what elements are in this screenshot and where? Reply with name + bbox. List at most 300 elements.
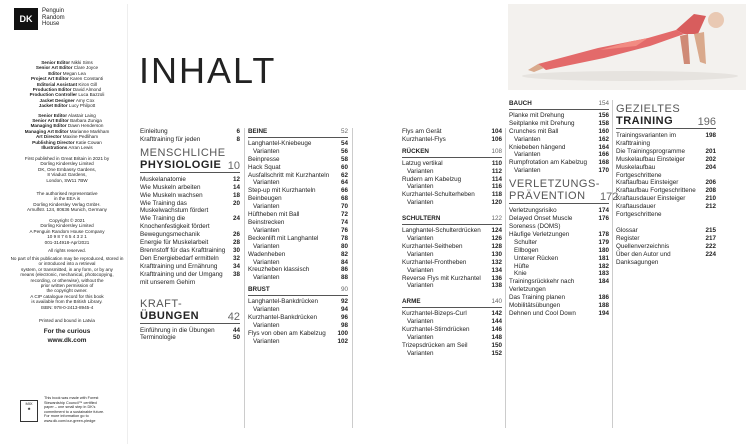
toc-entry-title: Kraftausdauer Einsteiger xyxy=(616,195,686,203)
toc-entry[interactable] xyxy=(509,136,609,144)
toc-entry-title: Trizepsdrücken am Seil xyxy=(402,341,468,349)
imprint-line: A CIP catalogue record for this book xyxy=(30,294,104,299)
toc-entry-page: 148 xyxy=(491,333,502,341)
category-title: BRUST xyxy=(248,286,270,294)
toc-entry-page: 132 xyxy=(491,258,502,266)
credit-role: Illustrations xyxy=(41,145,68,151)
toc-entry-page: 76 xyxy=(340,226,348,234)
toc-entry[interactable] xyxy=(140,192,240,200)
toc-entry[interactable] xyxy=(509,128,609,136)
toc-entry-page: 160 xyxy=(598,127,609,135)
credit-role: Senior Editor xyxy=(38,112,67,118)
imprint-line: Stewardship Council™ certified xyxy=(44,400,97,405)
printed-in: Printed and bound in Latvia xyxy=(39,318,95,323)
toc-entry[interactable] xyxy=(402,318,502,326)
toc-entry[interactable] xyxy=(509,294,609,302)
toc-entry[interactable] xyxy=(616,164,716,180)
toc-entry-page: 54 xyxy=(340,139,348,147)
toc-entry-page: 104 xyxy=(491,128,502,135)
toc-entry-title: Kurzhantel-Stirndrücken xyxy=(402,326,470,334)
toc-entry-page: 116 xyxy=(491,183,502,191)
toc-entry-page: 144 xyxy=(491,318,502,326)
toc-entry-page: 20 xyxy=(232,199,240,207)
toc-entry[interactable] xyxy=(509,239,609,247)
toc-entry-title: Varianten xyxy=(253,242,280,250)
toc-entry-title: Unterer Rücken xyxy=(514,254,559,262)
toc-entry-title: Dehnen und Cool Down xyxy=(509,309,576,317)
toc-entry-title: Varianten xyxy=(514,135,541,143)
toc-entry-page: 224 xyxy=(705,250,716,258)
toc-entry-page: 201 xyxy=(705,147,716,155)
toc-entry-page: 106 xyxy=(491,135,502,143)
toc-entry-title: Verletzungsrisiko xyxy=(509,207,557,215)
toc-entry[interactable] xyxy=(140,327,240,335)
toc-entry-title: Register xyxy=(616,234,640,242)
toc-entry[interactable] xyxy=(248,274,348,282)
toc-entry[interactable] xyxy=(140,200,240,216)
toc-entry-page: 124 xyxy=(491,227,502,235)
credit-name: Kiron Gill xyxy=(78,81,98,87)
toc-entry-title: Einführung in die Übungen xyxy=(140,326,215,334)
toc-entry-title: Beinpresse xyxy=(248,155,280,163)
toc-entry[interactable] xyxy=(509,144,609,152)
imprint-line: London, SW11 7BW xyxy=(46,177,88,183)
toc-entry-page: 212 xyxy=(705,203,716,211)
category-page-number: 52 xyxy=(340,128,348,135)
category-title: SCHULTERN xyxy=(402,215,441,223)
toc-entry-title: Varianten xyxy=(407,282,434,290)
category-page-number: 108 xyxy=(491,147,502,155)
toc-entry-page: 64 xyxy=(340,179,348,187)
toc-entry[interactable] xyxy=(402,251,502,259)
toc-entry-page: 98 xyxy=(340,321,348,329)
toc-entry[interactable] xyxy=(509,302,609,310)
toc-entry[interactable] xyxy=(616,179,716,187)
imprint-line: commitment to a sustainable future. xyxy=(44,409,105,414)
toc-entry-title: Trainingsrückkehr nach Verletzungen xyxy=(509,278,575,294)
toc-entry-page: 38 xyxy=(232,270,240,278)
toc-entry[interactable] xyxy=(402,275,502,283)
section-heading-light: MENSCHLICHE xyxy=(140,146,226,159)
toc-entry-title: Varianten xyxy=(253,321,280,329)
credit-name: Karen Constanti xyxy=(70,76,104,82)
toc-entry-page: 100 xyxy=(337,329,348,337)
column-divider xyxy=(352,128,353,428)
toc-entry[interactable] xyxy=(248,306,348,314)
toc-entry-page: 120 xyxy=(491,199,502,207)
toc-entry[interactable] xyxy=(248,164,348,172)
toc-entry-page: 62 xyxy=(340,171,348,179)
section-heading-training xyxy=(616,103,716,129)
toc-entry-title: Das Training planen xyxy=(509,294,566,302)
toc-entry-title: Varianten xyxy=(253,306,280,314)
toc-entry[interactable] xyxy=(509,255,609,263)
toc-entry-title: Knie xyxy=(514,270,527,278)
section-page-number: 42 xyxy=(227,310,240,323)
toc-entry[interactable] xyxy=(140,247,240,255)
toc-entry[interactable] xyxy=(248,211,348,219)
section-heading-bold: PHYSIOLOGIE xyxy=(140,158,222,171)
toc-entry-title: Kurzhantel-Schulterheben xyxy=(402,191,475,199)
toc-entry-title: Wie Training die Knochenfestigkeit fördert xyxy=(140,215,210,231)
imprint-line: is available from the British Library. xyxy=(31,299,103,305)
section-heading-uebungen xyxy=(140,298,240,324)
toc-entry[interactable] xyxy=(140,231,240,239)
toc-entry-page: 179 xyxy=(598,238,609,246)
toc-entry-title: Beinbeugen xyxy=(248,195,282,203)
toc-entry[interactable] xyxy=(248,187,348,195)
toc-entry-title: Krafttraining und Ernährung xyxy=(140,262,218,270)
toc-entry[interactable] xyxy=(616,187,716,195)
toc-entry-title: Varianten xyxy=(407,167,434,175)
toc-entry-title: Varianten xyxy=(253,147,280,155)
toc-entry[interactable] xyxy=(402,243,502,251)
credit-role: Editor xyxy=(48,70,62,76)
toc-entry-title: Varianten xyxy=(514,151,541,159)
fsc-label: MIX xyxy=(25,401,33,406)
toc-entry-title: Kurzhantel-Frontheben xyxy=(402,258,467,266)
toc-entry-title: Varianten xyxy=(253,258,280,266)
toc-entry[interactable] xyxy=(616,156,716,164)
toc-entry-page: 66 xyxy=(340,187,348,195)
toc-entry-page: 130 xyxy=(491,250,502,258)
toc-entry-page: 222 xyxy=(705,242,716,250)
toc-entry[interactable] xyxy=(509,270,609,278)
category-heading xyxy=(402,148,502,158)
page-title: INHALT xyxy=(139,50,277,91)
category-page-number: 90 xyxy=(340,286,348,294)
for-the-curious: For the curious xyxy=(43,328,91,335)
toc-entry[interactable] xyxy=(402,310,502,318)
toc-entry-page: 128 xyxy=(491,242,502,250)
toc-entry[interactable] xyxy=(402,199,502,207)
credit-role: Jacket Designer xyxy=(39,97,75,103)
toc-entry[interactable] xyxy=(402,128,502,136)
credit-role: Managing Art Editor xyxy=(24,128,69,134)
credit-name: Clare Joyce xyxy=(73,65,99,71)
toc-entry[interactable] xyxy=(248,172,348,180)
toc-entry[interactable] xyxy=(509,215,609,231)
section-heading-bold: ÜBUNGEN xyxy=(140,309,200,322)
imprint-line: ISBN: 978-0-2413-8945-4 xyxy=(40,304,94,310)
toc-entry[interactable] xyxy=(140,136,240,144)
section-page-number: 10 xyxy=(227,159,240,172)
credit-name: Maxine Pedliham xyxy=(62,134,99,140)
toc-entry-title: Varianten xyxy=(253,179,280,187)
toc-entry[interactable] xyxy=(248,259,348,267)
toc-entry-title: Glossar xyxy=(616,226,638,234)
toc-entry-page: 134 xyxy=(491,266,502,274)
toc-entry[interactable] xyxy=(509,231,609,239)
toc-entry[interactable] xyxy=(402,183,502,191)
category-page-number: 122 xyxy=(491,215,502,223)
toc-entry[interactable] xyxy=(402,227,502,235)
toc-entry-page: 92 xyxy=(340,298,348,306)
toc-entry-page: 82 xyxy=(340,250,348,258)
toc-entry-title: Crunches mit Ball xyxy=(509,127,559,135)
credit-role: Senior Editor xyxy=(41,60,71,65)
toc-entry[interactable] xyxy=(248,266,348,274)
toc-entry[interactable] xyxy=(402,176,502,184)
toc-entry[interactable] xyxy=(616,195,716,203)
toc-entry[interactable] xyxy=(509,151,609,159)
toc-entry-title: Step-up mit Kurzhanteln xyxy=(248,187,316,195)
credit-role: Production Editor xyxy=(32,87,72,93)
toc-entry-title: Flys von oben am Kabelzug xyxy=(248,329,326,337)
toc-entry-page: 152 xyxy=(491,349,502,357)
toc-entry[interactable] xyxy=(509,263,609,271)
toc-entry[interactable] xyxy=(402,342,502,350)
toc-entry-page: 18 xyxy=(232,191,240,199)
toc-entry-title: Langhantel-Bankdrücken xyxy=(248,298,319,306)
toc-entry[interactable] xyxy=(616,251,716,267)
toc-entry[interactable] xyxy=(248,243,348,251)
toc-entry-title: Die Trainingsprogramme xyxy=(616,147,685,155)
toc-entry-page: 178 xyxy=(598,230,609,238)
toc-entry-title: Varianten xyxy=(407,318,434,326)
credit-role: Publishing Director xyxy=(32,139,75,145)
toc-entry-page: 126 xyxy=(491,234,502,242)
imprint-line: A Penguin Random House Company xyxy=(29,228,105,234)
toc-entry-title: Varianten xyxy=(407,234,434,242)
toc-entry-title: Wie Muskeln arbeiten xyxy=(140,183,201,191)
toc-entry[interactable] xyxy=(402,350,502,358)
imprint-line: Dorling Kindersley Limited xyxy=(40,223,94,229)
toc-entry[interactable] xyxy=(248,203,348,211)
toc-entry[interactable] xyxy=(248,148,348,156)
imprint-panel xyxy=(6,4,128,444)
publisher-line: Penguin xyxy=(42,8,65,14)
credit-role: Editorial Assistant xyxy=(36,81,78,87)
toc-entry-title: Hack Squat xyxy=(248,163,281,171)
toc-entry-title: Varianten xyxy=(253,274,280,282)
credit-name: Katie Cowan xyxy=(75,139,102,145)
imprint-line: Arnulfstr. 124, 80636 Munich, Germany xyxy=(27,207,107,213)
toc-entry-page: 146 xyxy=(491,326,502,334)
credit-name: Luca Bazzoli xyxy=(78,92,105,98)
plank-illustration xyxy=(508,4,746,90)
toc-entry-title: Hüftheben mit Ball xyxy=(248,211,300,219)
toc-entry-page: 158 xyxy=(598,119,609,127)
toc-entry[interactable] xyxy=(509,247,609,255)
toc-entry[interactable] xyxy=(616,203,716,219)
toc-entry-page: 118 xyxy=(491,191,502,199)
toc-entry-page: 186 xyxy=(598,294,609,302)
toc-entry-title: Reverse Flys mit Kurzhantel xyxy=(402,274,481,282)
toc-entry[interactable] xyxy=(140,239,240,247)
imprint-line: the copyright owner. xyxy=(46,288,88,294)
section-page-number: 172 xyxy=(599,191,619,204)
toc-entry-page: 88 xyxy=(340,274,348,282)
toc-entry-title: Einleitung xyxy=(140,128,168,135)
imprint-line: means (electronic, mechanical, photocopying, xyxy=(20,272,114,278)
imprint-line: The authorised representative xyxy=(36,191,98,196)
toc-entry-title: Ellbogen xyxy=(514,246,539,254)
toc-entry-title: Seitplanke mit Drehung xyxy=(509,119,575,127)
toc-entry-page: 136 xyxy=(491,274,502,282)
toc-entry[interactable] xyxy=(509,112,609,120)
toc-entry-page: 210 xyxy=(705,195,716,203)
toc-entry-title: Varianten xyxy=(514,167,541,175)
toc-entry[interactable] xyxy=(140,271,240,287)
toc-column-2 xyxy=(248,128,348,346)
toc-entry-title: Delayed Onset Muscle Soreness (DOMS) xyxy=(509,215,573,230)
toc-entry-page: 14 xyxy=(232,183,240,191)
toc-entry-title: Bewegungsmechanik xyxy=(140,231,200,239)
toc-entry-title: Kurzhantel-Bizeps-Curl xyxy=(402,310,467,318)
toc-entry[interactable] xyxy=(140,128,240,136)
eu-representative xyxy=(8,191,126,213)
toc-entry-page: 142 xyxy=(491,310,502,318)
imprint-line: in the EEA is xyxy=(53,196,81,202)
toc-entry[interactable] xyxy=(248,195,348,203)
credit-name: Amy Cox xyxy=(75,97,95,103)
credit-role: Senior Art Editor xyxy=(35,65,73,71)
toc-entry[interactable] xyxy=(402,168,502,176)
imprint-line: paper – one small step in DK's xyxy=(44,405,96,410)
toc-entry[interactable] xyxy=(616,227,716,235)
toc-entry-page: 198 xyxy=(705,132,716,139)
toc-entry-title: Wadenheben xyxy=(248,250,286,258)
toc-entry-title: Beinstrecken xyxy=(248,218,285,226)
toc-entry[interactable] xyxy=(402,334,502,342)
toc-entry-title: Trainingsvarianten im Krafttraining xyxy=(616,132,676,147)
imprint-line: Dorling Kindersley Limited xyxy=(40,161,94,167)
toc-entry[interactable] xyxy=(248,156,348,164)
toc-entry[interactable] xyxy=(248,330,348,338)
credit-role: Managing Editor xyxy=(30,123,67,129)
toc-entry-page: 184 xyxy=(598,278,609,286)
website: www.dk.com xyxy=(47,337,87,344)
toc-entry-title: Kurzhantel-Bankdrücken xyxy=(248,313,317,321)
category-heading xyxy=(402,298,502,308)
toc-entry-title: Varianten xyxy=(407,199,434,207)
toc-entry[interactable] xyxy=(248,322,348,330)
toc-entry[interactable] xyxy=(402,267,502,275)
toc-entry-page: 182 xyxy=(598,262,609,270)
toc-entry-title: Quellenverzeichnis xyxy=(616,242,670,250)
toc-entry-title: Flys am Gerät xyxy=(402,128,442,135)
toc-entry[interactable] xyxy=(248,314,348,322)
toc-entry-title: Krafttraining für jeden xyxy=(140,135,201,143)
toc-entry[interactable] xyxy=(248,219,348,227)
toc-entry[interactable] xyxy=(248,140,348,148)
toc-entry-page: 70 xyxy=(340,203,348,211)
toc-entry-page: 138 xyxy=(491,282,502,290)
toc-entry-page: 202 xyxy=(705,155,716,163)
toc-entry-page: 68 xyxy=(340,195,348,203)
toc-entry-title: Varianten xyxy=(253,203,280,211)
toc-entry-title: Varianten xyxy=(407,250,434,258)
toc-entry[interactable] xyxy=(140,334,240,342)
toc-entry[interactable] xyxy=(616,243,716,251)
credit-name: Lucy Philpott xyxy=(68,103,96,109)
toc-entry-page: 60 xyxy=(340,163,348,171)
toc-entry-page: 102 xyxy=(337,337,348,345)
toc-entry[interactable] xyxy=(509,310,609,318)
toc-entry-page: 12 xyxy=(232,175,240,183)
toc-entry[interactable] xyxy=(402,282,502,290)
credit-name: Megan Lea xyxy=(62,70,86,76)
toc-entry-title: Varianten xyxy=(253,226,280,234)
toc-entry-page: 80 xyxy=(340,242,348,250)
imprint-line: DK, One Embassy Gardens, xyxy=(38,166,96,172)
section-heading-light: VERLETZUNGS- xyxy=(509,178,600,191)
toc-entry[interactable] xyxy=(402,191,502,199)
toc-entry-title: Langhantel-Kniebeuge xyxy=(248,139,312,147)
toc-entry[interactable] xyxy=(402,259,502,267)
toc-entry[interactable] xyxy=(248,179,348,187)
toc-entry[interactable] xyxy=(140,176,240,184)
imprint-line: prior written permission of xyxy=(40,283,94,289)
toc-entry-title: Brennstoff für das Krafttraining xyxy=(140,246,226,254)
credit-role: Jacket Editor xyxy=(38,103,68,109)
toc-entry-page: 74 xyxy=(340,218,348,226)
publisher-line: House xyxy=(42,21,60,28)
toc-entry-title: Energie für Muskelarbeit xyxy=(140,239,209,247)
toc-column-1 xyxy=(140,128,240,342)
toc-entry[interactable] xyxy=(402,160,502,168)
toc-entry[interactable] xyxy=(248,227,348,235)
first-published xyxy=(8,156,126,183)
category-page-number: 154 xyxy=(598,100,609,107)
toc-entry-page: 96 xyxy=(340,313,348,321)
toc-entry[interactable] xyxy=(616,132,716,148)
imprint-line: Dorling Kindersley Verlag GmbH. xyxy=(33,201,101,207)
imprint-line: For more information go to xyxy=(44,414,89,419)
credit-role: Senior Art Editor xyxy=(32,118,69,124)
category-heading xyxy=(509,100,609,110)
toc-entry[interactable] xyxy=(509,278,609,294)
toc-entry-page: 180 xyxy=(598,246,609,254)
toc-entry[interactable] xyxy=(616,148,716,156)
toc-entry[interactable] xyxy=(140,184,240,192)
toc-entry-page: 112 xyxy=(491,167,502,175)
toc-entry-title: Langhantel-Schulterdrücken xyxy=(402,227,481,235)
toc-entry-page: 194 xyxy=(598,309,609,317)
toc-entry[interactable] xyxy=(248,235,348,243)
toc-entry[interactable] xyxy=(248,251,348,259)
toc-entry-title: Kniebeben hängend xyxy=(509,143,566,151)
column-divider xyxy=(612,100,613,428)
section-heading-bold: TRAINING xyxy=(616,115,674,127)
section-heading-bold: PRÄVENTION xyxy=(509,190,586,203)
toc-entry-page: 208 xyxy=(705,187,716,195)
toc-entry[interactable] xyxy=(140,215,240,231)
section-heading-light: KRAFT- xyxy=(140,297,183,310)
toc-entry[interactable] xyxy=(140,255,240,263)
toc-entry[interactable] xyxy=(616,235,716,243)
toc-entry-page: 217 xyxy=(705,234,716,242)
toc-entry-page: 84 xyxy=(340,258,348,266)
toc-entry[interactable] xyxy=(402,235,502,243)
copyright-block xyxy=(8,218,126,245)
toc-entry-page: 30 xyxy=(232,246,240,254)
toc-entry[interactable] xyxy=(402,326,502,334)
toc-entry[interactable] xyxy=(509,120,609,128)
toc-entry[interactable] xyxy=(248,298,348,306)
imprint-line: system, or transmitted, in any form, or by any xyxy=(21,266,113,272)
toc-entry[interactable] xyxy=(509,159,609,167)
toc-entry-title: Varianten xyxy=(407,266,434,274)
toc-entry[interactable] xyxy=(140,263,240,271)
toc-entry[interactable] xyxy=(248,338,348,346)
toc-entry[interactable] xyxy=(509,207,609,215)
toc-entry-page: 24 xyxy=(232,215,240,223)
toc-entry[interactable] xyxy=(509,167,609,175)
toc-entry[interactable] xyxy=(402,136,502,144)
toc-entry-title: Muskelaufbau Einsteiger xyxy=(616,155,685,163)
